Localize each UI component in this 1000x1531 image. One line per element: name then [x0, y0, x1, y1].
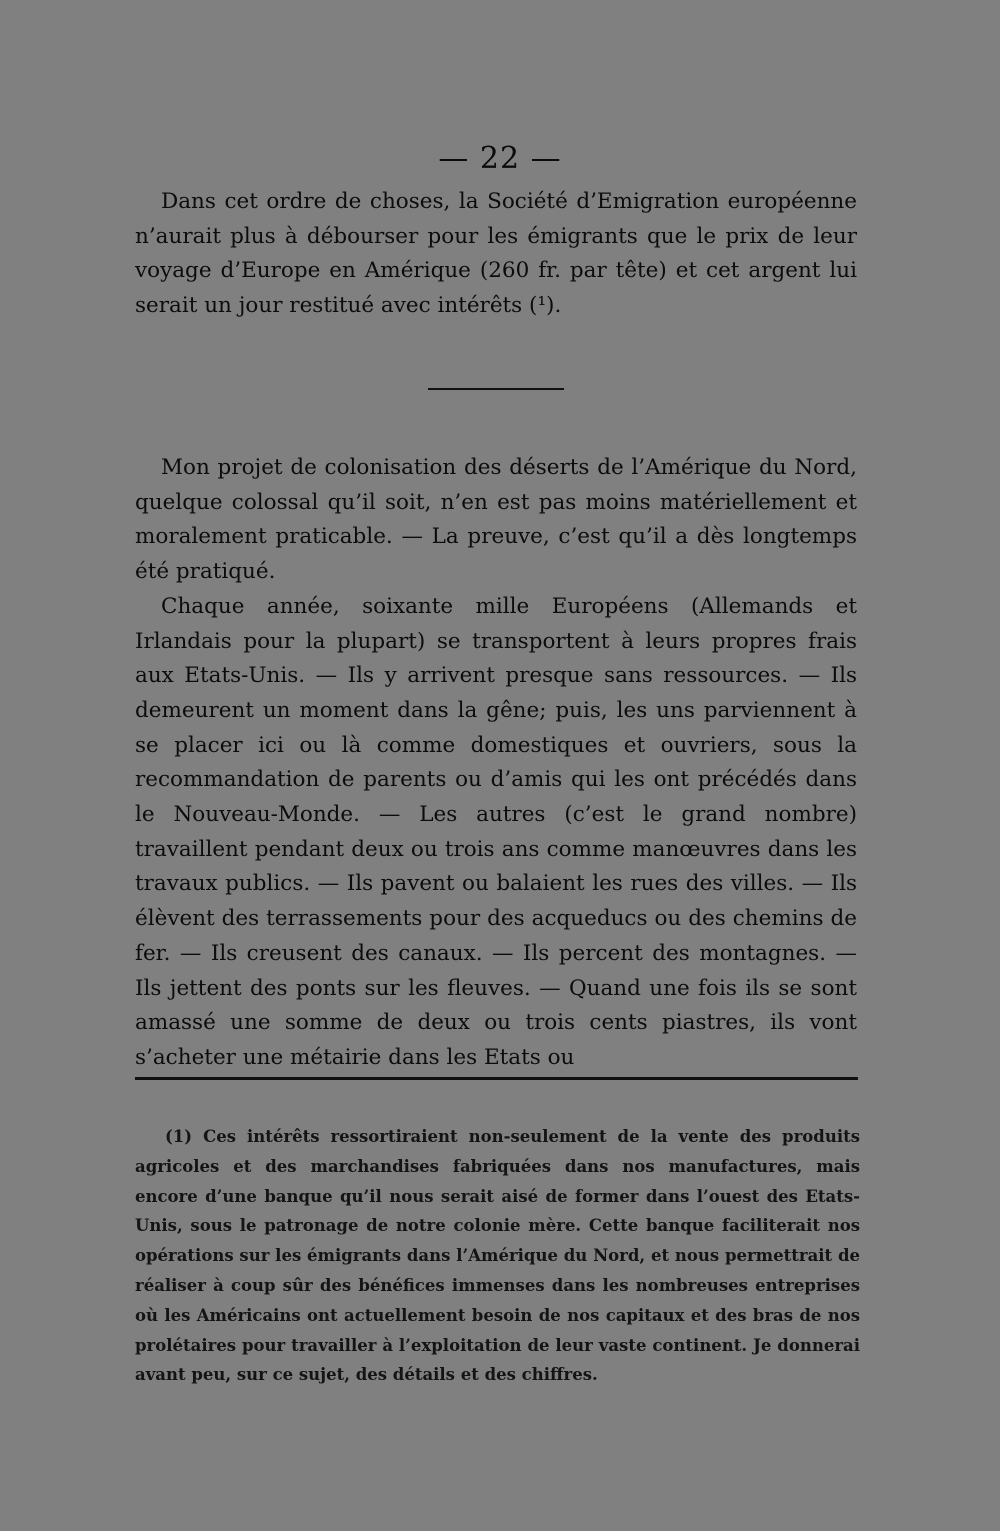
paragraph-colonisation-project: Mon projet de colonisation des déserts de l’Amérique du Nord, quelque colossal qu’il soit, n’en est pas moins matériellement et moralement praticable. — La preuve, c’est qu’il a dès longtemps été pratiqué. — [135, 455, 857, 585]
body-section-2 — [135, 451, 857, 1076]
footnote-rule — [135, 1077, 858, 1080]
page-number: — 22 — — [438, 141, 562, 176]
paragraph-emigration-cost: Dans cet ordre de choses, la Société d’Emigration européenne n’aurait plus à débourser pour les émigrants que le prix de leur voyage d’Europe en Amérique (260 fr. par tête) et cet argent lui serait un jour restitué avec intérêts (¹). — [135, 189, 857, 319]
footnote-text: (1) Ces intérêts ressortiraient non-seulement de la vente des produits agricoles et des marchandises fabriquées dans nos manufactures, mais encore d’une banque qu’il nous serait aisé de former dans l’ouest des Etats-Unis, sous le patronage de notre colonie mère. Cette banque faciliterait nos opérations sur les émigrants dans l’Amérique du Nord, et nous permettrait de réaliser à coup sûr des bénéfices immenses dans les nombreuses entreprises où les Américains ont actuellement besoin de nos capitaux et des bras de nos prolétaires pour travailler à l’exploitation de leur vaste continent. Je donnerai avant peu, sur ce sujet, des détails et des chiffres. — [135, 1127, 860, 1385]
body-section-1 — [135, 185, 857, 324]
paragraph-european-emigrants: Chaque année, soixante mille Européens (Allemands et Irlandais pour la plupart) se transportent à leurs propres frais aux Etats-Unis. — Ils y arrivent presque sans ressources. — Ils demeurent un moment dans la gêne; puis, les uns parviennent à se placer ici ou là comme domestiques et ouvriers, sous la recommandation de parents ou d’amis qui les ont précédés dans le Nouveau-Monde. — Les autres (c’est le grand nombre) travaillent pendant deux ou trois ans comme manœuvres dans les travaux publics. — Ils pavent ou balaient les rues des villes. — Ils élèvent des terrassements pour des acqueducs ou des chemins de fer. — Ils creusent des canaux. — Ils percent des montagnes. — Ils jettent des ponts sur les fleuves. — Quand une fois ils se sont amassé une somme de deux ou trois cents piastres, ils vont s’acheter une métairie dans les Etats ou — [135, 593, 857, 1070]
section-separator — [428, 388, 564, 390]
footnote — [135, 1122, 860, 1390]
